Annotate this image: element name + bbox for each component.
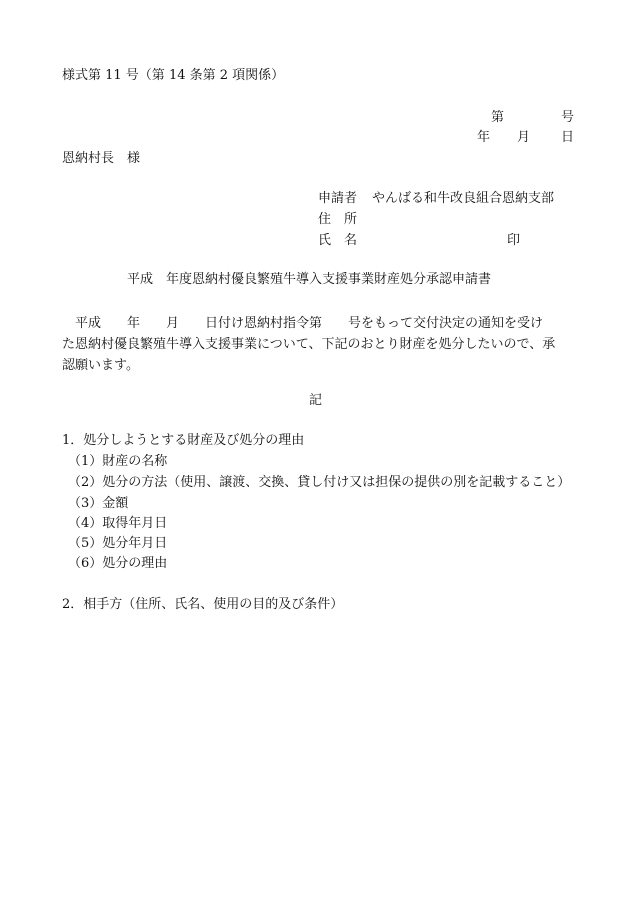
- section-1-item: （3）金額: [68, 496, 129, 511]
- section-1-item: （5）処分年月日: [68, 536, 168, 551]
- ki-heading: 記: [309, 393, 323, 408]
- form-number-title: 様式第 11 号（第 14 条第 2 項関係）: [62, 68, 285, 83]
- seal-mark: 印: [507, 233, 521, 248]
- document-title: 平成 年度恩納村優良繁殖牛導入支援事業財産処分承認申請書: [127, 272, 492, 287]
- applicant-organization: やんばる和牛改良組合恩納支部: [372, 191, 555, 206]
- body-paragraph: [62, 313, 582, 376]
- addressee: 恩納村長 様: [62, 151, 141, 166]
- section-1-item: （2）処分の方法（使用、譲渡、交換、貸し付け又は担保の提供の別を記載すること）: [68, 475, 571, 490]
- date-year-label: 年: [477, 130, 491, 145]
- address-label: 住 所: [318, 212, 358, 227]
- body-line: 認願います。: [62, 358, 139, 373]
- document-number-prefix: 第: [491, 110, 505, 125]
- name-label: 氏 名: [318, 233, 358, 248]
- section-1-item: （4）取得年月日: [68, 516, 168, 531]
- section-1-heading: 1．処分しようとする財産及び処分の理由: [62, 433, 305, 448]
- section-1-item: （1）財産の名称: [68, 454, 168, 469]
- applicant-label: 申請者: [318, 191, 358, 206]
- date-month-label: 月: [517, 130, 531, 145]
- body-line: 平成 年 月 日付け恩納村指令第 号をもって交付決定の通知を受け: [62, 316, 544, 331]
- section-1-item: （6）処分の理由: [68, 556, 168, 571]
- section-2-heading: 2．相手方（住所、氏名、使用の目的及び条件）: [62, 597, 344, 612]
- date-day-label: 日: [561, 130, 575, 145]
- document-number-suffix: 号: [561, 110, 575, 125]
- body-line: た恩納村優良繁殖牛導入支援事業について、下記のおとり財産を処分したいので、承: [62, 337, 556, 352]
